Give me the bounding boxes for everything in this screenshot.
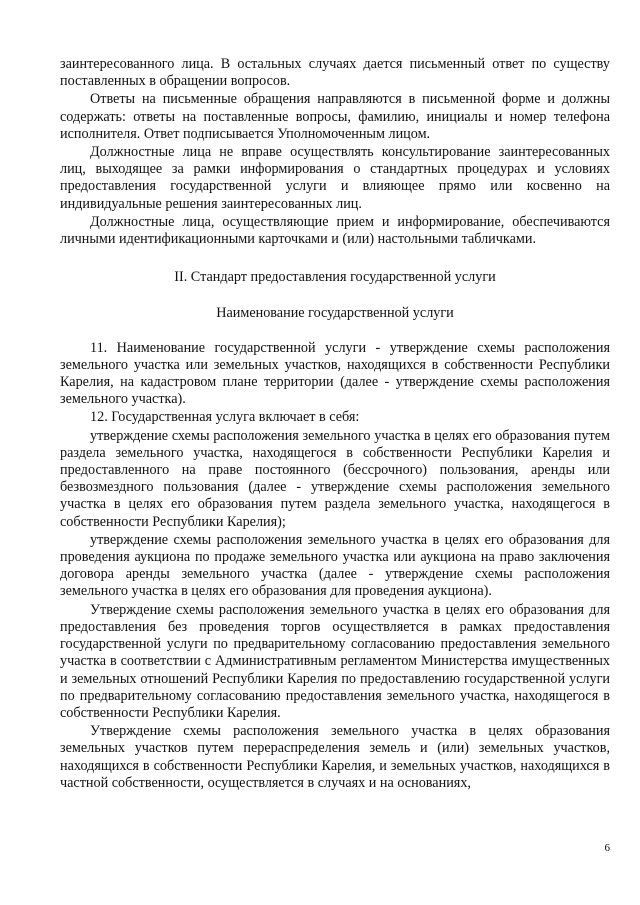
paragraph: Ответы на письменные обращения направляются в письменной форме и должны содержать: ответы на поставленные вопросы, фамилию, инициалы и номер телефона исполнителя. Ответ подписывается Уполномоченным лицом.	[60, 91, 610, 142]
paragraph: 12. Государственная услуга включает в себя:	[90, 409, 360, 426]
paragraph: Должностные лица, осуществляющие прием и информирование, обеспечиваются личными идентификационными карточками и (или) настольными табличками.	[60, 213, 610, 248]
paragraph: утверждение схемы расположения земельного участка в целях его образования путем раздела земельного участка, находящегося в собственности Республики Карелия и предоставленного на праве постоянного (бессрочного) пользования, аренды или безвозмездного пользования (далее - утверждение схемы расположения земельного участка в целях его образования путем раздела земельного участка, находящегося в собственности Республики Карелия);	[60, 427, 610, 530]
paragraph: утверждение схемы расположения земельного участка в целях его образования для проведения аукциона по продаже земельного участка или аукциона на право заключения договора аренды земельного участка (далее - утверждение схемы расположения земельного участка в целях его образования для проведения аукциона).	[60, 531, 610, 600]
paragraphs-top	[60, 56, 610, 248]
section-heading: II. Стандарт предоставления государственной услуги	[174, 269, 496, 286]
paragraph: Утверждение схемы расположения земельного участка в целях образования земельных участков путем перераспределения земель и (или) земельных участков, находящихся в собственности Республики Карелия, и земельных участков, находящихся в частной собственности, осуществляется в случаях и на основаниях,	[60, 723, 610, 791]
paragraph: 11. Наименование государственной услуги - утверждение схемы расположения земельного участка или земельных участков, находящихся в собственности Республики Карелия, на кадастровом плане территории (далее - утверждение схемы расположения земельного участка).	[60, 339, 610, 408]
paragraph: заинтересованного лица. В остальных случаях дается письменный ответ по существу поставленных в обращении вопросов.	[60, 56, 610, 90]
paragraphs-bottom	[60, 340, 610, 792]
paragraph: Должностные лица не вправе осуществлять консультирование заинтересованных лиц, выходящее за рамки информирования о стандартных процедурах и условиях предоставления государственной услуги и влияющее прямо или косвенно на индивидуальные решения заинтересованных лиц.	[60, 144, 610, 212]
paragraph: Утверждение схемы расположения земельного участка в целях его образования для предоставления без проведения торгов осуществляется в рамках предоставления государственной услуги по предварительному согласованию предоставления земельного участка в соответствии с Административным регламентом Министерства имущественных и земельных отношений Республики Карелия по предоставлению государственной услуги по предварительному согласованию предоставления земельного участка, находящегося в собственности Республики Карелия.	[60, 601, 610, 721]
page-number: 6	[604, 842, 610, 854]
sub-heading: Наименование государственной услуги	[216, 305, 454, 322]
